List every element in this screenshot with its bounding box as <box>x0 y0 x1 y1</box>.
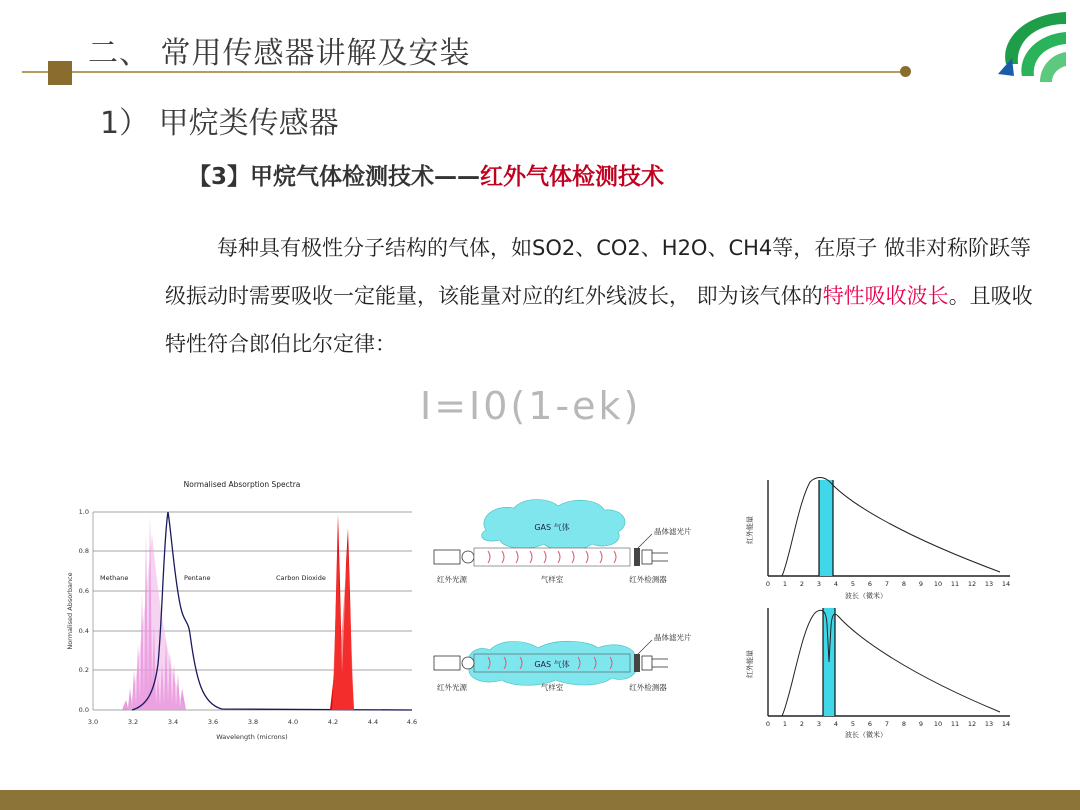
curve-top-xlabel: 波长（微米） <box>845 592 887 600</box>
topic-heading <box>188 158 664 191</box>
x-tick: 3.6 <box>207 718 219 726</box>
curve-bottom-xlabel: 波长（微米） <box>845 731 887 739</box>
svg-text:2: 2 <box>799 580 805 588</box>
svg-text:4: 4 <box>833 720 839 728</box>
absorption-band <box>819 480 833 576</box>
section-title: 二、 常用传感器讲解及安装 <box>88 36 471 71</box>
svg-text:6: 6 <box>867 580 873 588</box>
chamber-label-top: 气样室 <box>540 575 564 584</box>
body-paragraph <box>165 224 1035 368</box>
spectra-title: Normalised Absorption Spectra <box>183 480 301 489</box>
svg-text:4: 4 <box>833 580 839 588</box>
svg-text:10: 10 <box>933 720 943 728</box>
svg-text:12: 12 <box>967 580 977 588</box>
ir-energy-curve-bottom <box>738 604 1020 740</box>
svg-text:1: 1 <box>782 720 788 728</box>
svg-text:3: 3 <box>816 720 822 728</box>
svg-text:13: 13 <box>984 580 994 588</box>
topic-prefix: 【3】甲烷气体检测技术—— <box>188 164 481 190</box>
svg-text:5: 5 <box>850 720 856 728</box>
svg-text:2: 2 <box>799 720 805 728</box>
svg-text:0: 0 <box>765 720 771 728</box>
x-tick: 4.2 <box>327 718 339 726</box>
y-tick: 0.4 <box>78 627 89 635</box>
pentane-label: Pentane <box>184 574 211 582</box>
footer-bar <box>0 790 1080 810</box>
ir-source-icon <box>434 550 474 564</box>
x-tick: 4.4 <box>367 718 379 726</box>
spectra-xlabel: Wavelength (microns) <box>216 733 288 741</box>
para-highlight: 特性吸收波长 <box>822 284 949 308</box>
curve-top-xticks <box>766 580 1010 588</box>
source-label-top: 红外光源 <box>437 575 467 584</box>
y-tick: 0.2 <box>78 666 89 674</box>
svg-text:9: 9 <box>918 720 924 728</box>
detector-icon <box>634 548 668 566</box>
x-tick: 3.0 <box>87 718 99 726</box>
detector-label-bottom: 红外检测器 <box>629 683 667 692</box>
curve-bottom-ylabel: 红外能量 <box>746 650 754 678</box>
ir-source-icon <box>434 656 474 670</box>
ir-gas-chamber-diagram <box>428 494 698 714</box>
svg-text:9: 9 <box>918 580 924 588</box>
title-square-marker <box>48 61 72 85</box>
y-tick: 0.0 <box>78 706 89 714</box>
y-tick: 0.6 <box>78 587 89 595</box>
source-label-bottom: 红外光源 <box>437 683 467 692</box>
svg-text:5: 5 <box>850 580 856 588</box>
filter-label-bottom: 晶体滤光片 <box>654 633 692 642</box>
svg-text:10: 10 <box>933 580 943 588</box>
para-text-1: 每种具有极性分子结构的气体，如SO2、CO2、H2O、CH4等，在原子 做非对称阶跃等级振动时需要吸收一定能量，该能量对应的红外线波长， 即为该气体的 <box>165 236 1031 308</box>
gas-label-top: GAS 气体 <box>534 523 570 532</box>
svg-text:7: 7 <box>884 580 890 588</box>
svg-text:8: 8 <box>901 720 907 728</box>
svg-text:13: 13 <box>984 720 994 728</box>
svg-text:0: 0 <box>765 580 771 588</box>
svg-text:11: 11 <box>950 720 960 728</box>
svg-text:7: 7 <box>884 720 890 728</box>
formula: I=I0(1-ek) <box>420 384 642 428</box>
detector-label-top: 红外检测器 <box>629 575 667 584</box>
methane-label: Methane <box>100 574 129 582</box>
x-tick: 3.8 <box>247 718 259 726</box>
x-tick: 3.2 <box>127 718 139 726</box>
gas-label-bottom: GAS 气体 <box>534 660 570 669</box>
svg-text:1: 1 <box>782 580 788 588</box>
co2-label: Carbon Dioxide <box>276 574 326 582</box>
topic-highlight: 红外气体检测技术 <box>480 164 665 190</box>
y-tick: 0.8 <box>78 547 89 555</box>
svg-text:14: 14 <box>1001 720 1011 728</box>
svg-text:12: 12 <box>967 720 977 728</box>
absorption-spectra-chart <box>62 474 420 746</box>
svg-text:11: 11 <box>950 580 960 588</box>
y-tick: 1.0 <box>78 508 89 516</box>
detector-icon <box>634 654 668 672</box>
svg-text:6: 6 <box>867 720 873 728</box>
x-tick: 4.6 <box>406 718 418 726</box>
svg-text:14: 14 <box>1001 580 1011 588</box>
x-tick: 4.0 <box>287 718 299 726</box>
subtitle: 1） 甲烷类传感器 <box>100 106 339 141</box>
title-dot-marker <box>900 66 911 77</box>
svg-text:8: 8 <box>901 580 907 588</box>
curve-top-ylabel: 红外能量 <box>746 516 754 544</box>
company-logo <box>992 4 1074 86</box>
title-divider <box>22 71 908 73</box>
ir-energy-curve-top <box>738 474 1020 602</box>
para-text-2: 。且吸收特性符合郎伯比尔定律： <box>165 284 1033 356</box>
spectra-ylabel: Normalised Absorbance <box>66 572 74 650</box>
x-tick: 3.4 <box>167 718 179 726</box>
sample-chamber <box>474 548 630 566</box>
svg-text:3: 3 <box>816 580 822 588</box>
chamber-label-bottom: 气样室 <box>540 683 564 692</box>
curve-bottom-xticks <box>766 720 1010 728</box>
filter-label-top: 晶体滤光片 <box>654 527 692 536</box>
